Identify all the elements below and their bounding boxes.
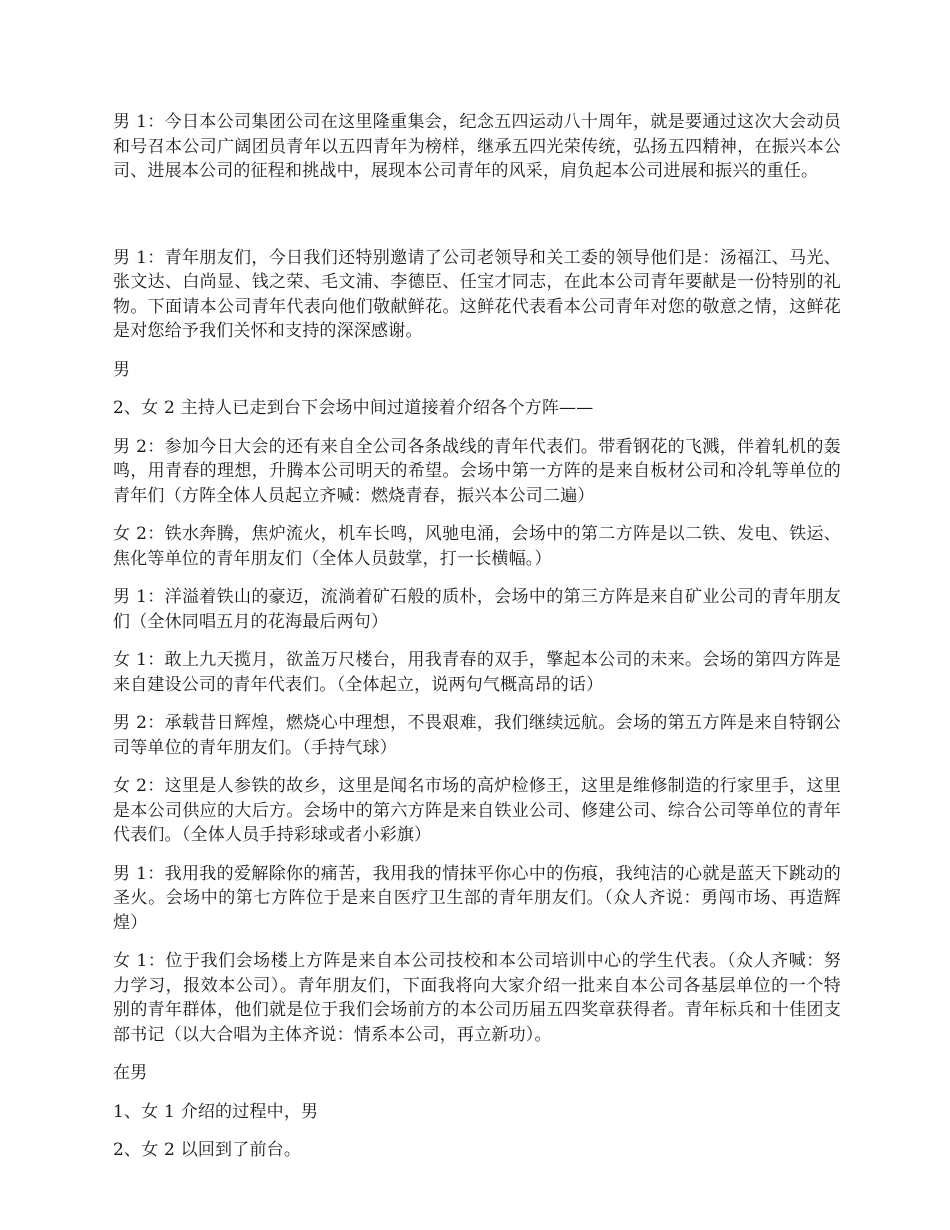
paragraph-spacer — [113, 508, 841, 522]
paragraph-spacer — [113, 344, 841, 358]
paragraph-host-intro: 2、女 2 主持人已走到台下会场中间过道接着介绍各个方阵—— — [113, 398, 594, 418]
paragraph-spacer — [113, 184, 841, 246]
paragraph-in-male: 在男 — [113, 1063, 148, 1083]
paragraph-spacer — [113, 760, 841, 774]
paragraph-spacer — [113, 1047, 841, 1061]
paragraph-spacer — [113, 634, 841, 648]
paragraph-opening-speech: 男 1：今日本公司集团公司在这里隆重集会，纪念五四运动八十周年，就是要通过这次大会动员和号召本公司广阔团员青年以五四青年为榜样，继承五四光荣传统，弘扬五四精神，在振兴本公司、进展本公司的征程和挑战中，展现本公司青年的风采，肩负起本公司进展和振兴的重任。 — [113, 112, 841, 181]
paragraph-female-1-intro: 1、女 1 介绍的过程中，男 — [113, 1101, 319, 1122]
paragraph-spacer — [113, 848, 841, 862]
paragraph-leaders-flowers: 男 1：青年朋友们，今日我们还特别邀请了公司老领导和关工委的领导他们是：汤福江、马光、张文达、白尚显、钱之荣、毛文浦、李德臣、任宝才同志，在此本公司青年要献是一份特别的礼物。下面请本公司青年代表向他们敬献鲜花。这鲜花代表看本公司青年对您的敬意之情，这鲜花是对您给予我们关怀和支持的深深感谢。 — [113, 247, 841, 341]
paragraph-return-stage: 2、女 2 以回到了前台。 — [113, 1140, 302, 1160]
paragraph-spacer — [113, 935, 841, 949]
paragraph-phalanx-5: 男 2：承载昔日辉煌，燃烧心中理想，不畏艰难，我们继续远航。会场的第五方阵是来自特钢公司等单位的青年朋友们。（手持气球） — [113, 713, 841, 758]
paragraph-phalanx-4: 女 1：敢上九天揽月，欲盖万尺楼台，用我青春的双手，擎起本公司的未来。会场的第四方阵是来自建设公司的青年代表们。（全体起立，说两句气概高昂的话） — [113, 650, 841, 695]
paragraph-phalanx-3: 男 1：洋溢着铁山的豪迈，流淌着矿石般的质朴，会场中的第三方阵是来自矿业公司的青年朋友们（全休同唱五月的花海最后两句） — [113, 587, 841, 632]
paragraph-phalanx-1: 男 2：参加今日大会的还有来自全公司各条战线的青年代表们。带看钢花的飞溅，伴着轧机的轰鸣，用青春的理想，升腾本公司明天的希望。会场中第一方阵的是来自板材公司和冷轧等单位的青年们（方阵全体人员起立齐喊：燃烧青春，振兴本公司二遍） — [113, 436, 841, 506]
paragraph-spacer — [113, 697, 841, 711]
paragraph-spacer — [113, 382, 841, 396]
paragraph-male-label: 男 — [113, 359, 131, 380]
paragraph-phalanx-2: 女 2：铁水奔腾，焦炉流火，机车长鸣，风驰电涌，会场中的第二方阵是以二铁、发电、铁运、焦化等单位的青年朋友们（全体人员鼓掌，打一长横幅。） — [113, 524, 841, 569]
paragraph-phalanx-7: 男 1：我用我的爱解除你的痛苦，我用我的情抹平你心中的伤痕，我纯洁的心就是蓝天下跳动的圣火。会场中的第七方阵位于是来自医疗卫生部的青年朋友们。（众人齐说：勇闯市场、再造辉煌） — [113, 863, 841, 933]
paragraph-students-awards: 女 1：位于我们会场楼上方阵是来自本公司技校和本公司培训中心的学生代表。（众人齐喊：努力学习，报效本公司）。青年朋友们，下面我将向大家介绍一批来自本公司各基层单位的一个特别的青年群体，他们就是位于我们会场前方的本公司历届五四奖章获得者。青年标兵和十佳团支部书记（以大合唱为主体齐说：情系本公司，再立新功）。 — [113, 951, 841, 1045]
paragraph-spacer — [113, 1086, 841, 1100]
paragraph-spacer — [113, 571, 841, 585]
paragraph-spacer — [113, 421, 841, 435]
document-page — [113, 110, 841, 1163]
paragraph-spacer — [113, 1124, 841, 1138]
paragraph-phalanx-6: 女 2：这里是人参铁的故乡，这里是闻名市场的高炉检修王，这里是维修制造的行家里手，这里是本公司供应的大后方。会场中的第六方阵是来自铁业公司、修建公司、综合公司等单位的青年代表们。（全体人员手持彩球或者小彩旗） — [113, 776, 841, 845]
